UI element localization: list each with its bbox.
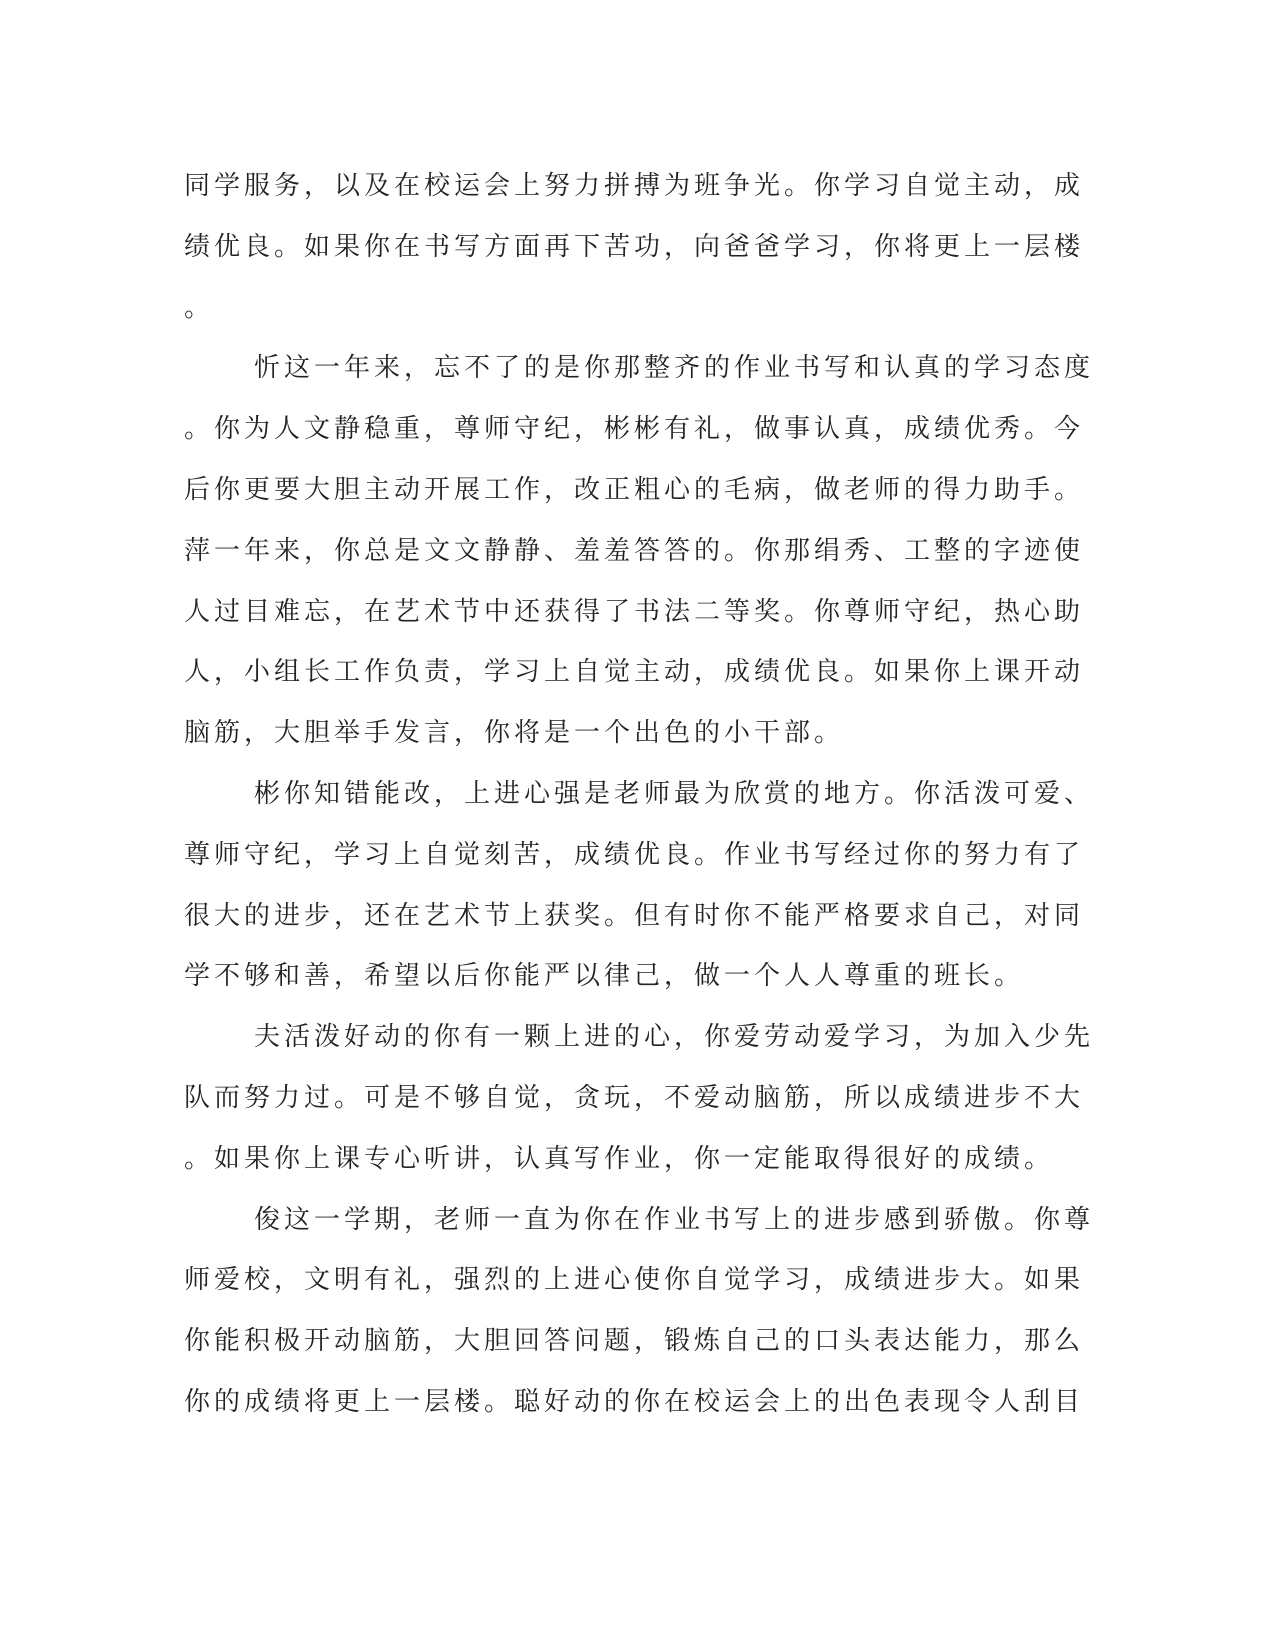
text-line: 。你为人文静稳重，尊师守纪，彬彬有礼，做事认真，成绩优秀。今 [184,414,1085,445]
paragraph-first-line: 忻这一年来，忘不了的是你那整齐的作业书写和认真的学习态度 [254,353,1095,384]
paragraph-first-line: 俊这一学期，老师一直为你在作业书写上的进步感到骄傲。你尊 [254,1204,1095,1235]
paragraph-first-line: 夫活泼好动的你有一颗上进的心，你爱劳动爱学习，为加入少先 [254,1022,1095,1053]
paragraph-first-line: 彬你知错能改，上进心强是老师最为欣赏的地方。你活泼可爱、 [254,778,1095,809]
text-line: 学不够和善，希望以后你能严以律己，做一个人人尊重的班长。 [184,961,1025,992]
text-line: 绩优良。如果你在书写方面再下苦功，向爸爸学习，你将更上一层楼 [184,231,1085,262]
text-line: 人过目难忘，在艺术节中还获得了书法二等奖。你尊师守纪，热心助 [184,596,1085,627]
text-line: 尊师守纪，学习上自觉刻苦，成绩优良。作业书写经过你的努力有了 [184,839,1085,870]
text-line: 脑筋，大胆举手发言，你将是一个出色的小干部。 [184,718,845,749]
text-line: 师爱校，文明有礼，强烈的上进心使你自觉学习，成绩进步大。如果 [184,1265,1085,1296]
text-line: 队而努力过。可是不够自觉，贪玩，不爱动脑筋，所以成绩进步不大 [184,1082,1085,1113]
text-line: 你能积极开动脑筋，大胆回答问题，锻炼自己的口头表达能力，那么 [184,1326,1085,1357]
text-line: 同学服务，以及在校运会上努力拼搏为班争光。你学习自觉主动，成 [184,171,1085,201]
body-text [184,156,1095,1433]
text-line: 很大的进步，还在艺术节上获奖。但有时你不能严格要求自己，对同 [184,900,1085,931]
text-line: 人，小组长工作负责，学习上自觉主动，成绩优良。如果你上课开动 [184,657,1085,688]
text-line: 后你更要大胆主动开展工作，改正粗心的毛病，做老师的得力助手。 [184,474,1085,505]
text-line: 。 [184,292,215,323]
text-line: 。如果你上课专心听讲，认真写作业，你一定能取得很好的成绩。 [184,1143,1055,1174]
text-line: 萍一年来，你总是文文静静、羞羞答答的。你那绢秀、工整的字迹使 [184,535,1085,566]
text-line: 你的成绩将更上一层楼。聪好动的你在校运会上的出色表现令人刮目 [184,1386,1085,1417]
